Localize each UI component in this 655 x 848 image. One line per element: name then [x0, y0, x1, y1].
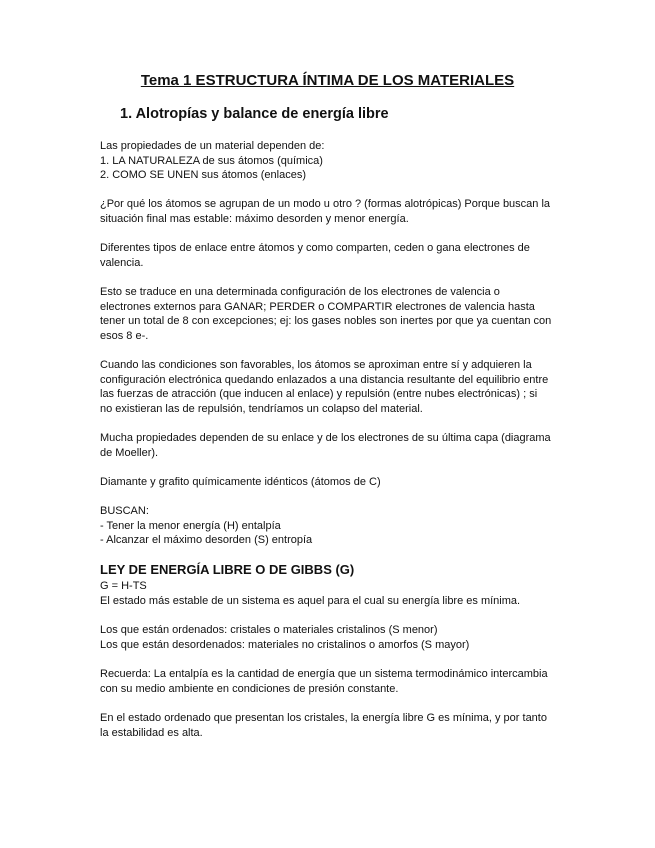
paragraph-propiedades: [100, 139, 560, 183]
text-line: Mucha propiedades dependen de su enlace y de los electrones de su última capa (diagrama: [100, 432, 551, 444]
text-line: Esto se traduce en una determinada configuración de los electrones de valencia o: [100, 286, 500, 298]
text-line: BUSCAN:: [100, 505, 149, 517]
text-line: ¿Por qué los átomos se agrupan de un modo u otro ? (formas alotrópicas) Porque buscan la: [100, 198, 551, 210]
text-line: de Moeller).: [100, 446, 159, 459]
text-line: Diamante y grafito químicamente idénticos (átomos de C): [100, 476, 381, 488]
paragraph-diamante: [100, 475, 560, 490]
paragraph-por-que: [100, 197, 560, 226]
text-line: las fuerzas de atracción (que inducen al enlace) y repulsión (entre nubes electrónicas) ; si: [100, 388, 538, 401]
text-line: no existieran las de repulsión, tendríamos un colapso del material.: [100, 403, 423, 416]
formula-line: G = H-TS: [100, 580, 147, 592]
paragraph-condiciones: [100, 358, 560, 417]
paragraph-ordenados: [100, 623, 560, 652]
text-line: situación final mas estable: máximo desorden y menor energía.: [100, 212, 409, 225]
text-line: El estado más estable de un sistema es aquel para el cual su energía libre es mínima.: [100, 594, 521, 607]
document-title: Tema 1 ESTRUCTURA ÍNTIMA DE LOS MATERIALES: [140, 72, 515, 89]
text-line: En el estado ordenado que presentan los cristales, la energía libre G es mínima, y por tanto: [100, 712, 547, 724]
paragraph-recuerda: [100, 667, 560, 696]
text-line: - Tener la menor energía (H) entalpía: [100, 519, 281, 532]
paragraph-estado-ordenado: [100, 711, 560, 740]
paragraph-buscan: [100, 504, 560, 548]
paragraph-propiedades-enlace: [100, 431, 560, 460]
text-line: Diferentes tipos de enlace entre átomos y como comparten, ceden o gana electrones de: [100, 242, 530, 254]
paragraph-configuracion: [100, 285, 560, 344]
paragraph-tipos-enlace: [100, 241, 560, 270]
section-heading-alotropias: 1. Alotropías y balance de energía libre: [120, 106, 389, 122]
text-line: con su medio ambiente en condiciones de presión constante.: [100, 682, 399, 695]
text-line: la estabilidad es alta.: [100, 726, 203, 739]
paragraph-gibbs: [100, 579, 560, 608]
text-line: configuración electrónica quedando enlazados a una distancia resultante del equilibrio entre: [100, 373, 549, 386]
text-line: tener un total de 8 con excepciones; ej: los gases nobles son inertes por que ya cuentan con: [100, 315, 552, 328]
text-line: valencia.: [100, 256, 144, 269]
text-line: Los que están ordenados: cristales o materiales cristalinos (S menor): [100, 624, 438, 636]
text-line: - Alcanzar el máximo desorden (S) entropía: [100, 534, 313, 547]
text-line: Cuando las condiciones son favorables, los átomos se aproximan entre sí y adquieren la: [100, 359, 532, 371]
section-heading-gibbs: LEY DE ENERGÍA LIBRE O DE GIBBS (G): [100, 562, 355, 577]
text-line: 2. COMO SE UNEN sus átomos (enlaces): [100, 169, 307, 182]
text-line: esos 8 e-.: [100, 330, 149, 343]
text-line: Los que están desordenados: materiales no cristalinos o amorfos (S mayor): [100, 638, 470, 651]
text-line: Recuerda: La entalpía es la cantidad de energía que un sistema termodinámico intercambia: [100, 668, 548, 680]
text-line: electrones externos para GANAR; PERDER o COMPARTIR electrones de valencia hasta: [100, 300, 535, 313]
text-line: Las propiedades de un material dependen de:: [100, 140, 325, 152]
text-line: 1. LA NATURALEZA de sus átomos (química): [100, 154, 323, 167]
